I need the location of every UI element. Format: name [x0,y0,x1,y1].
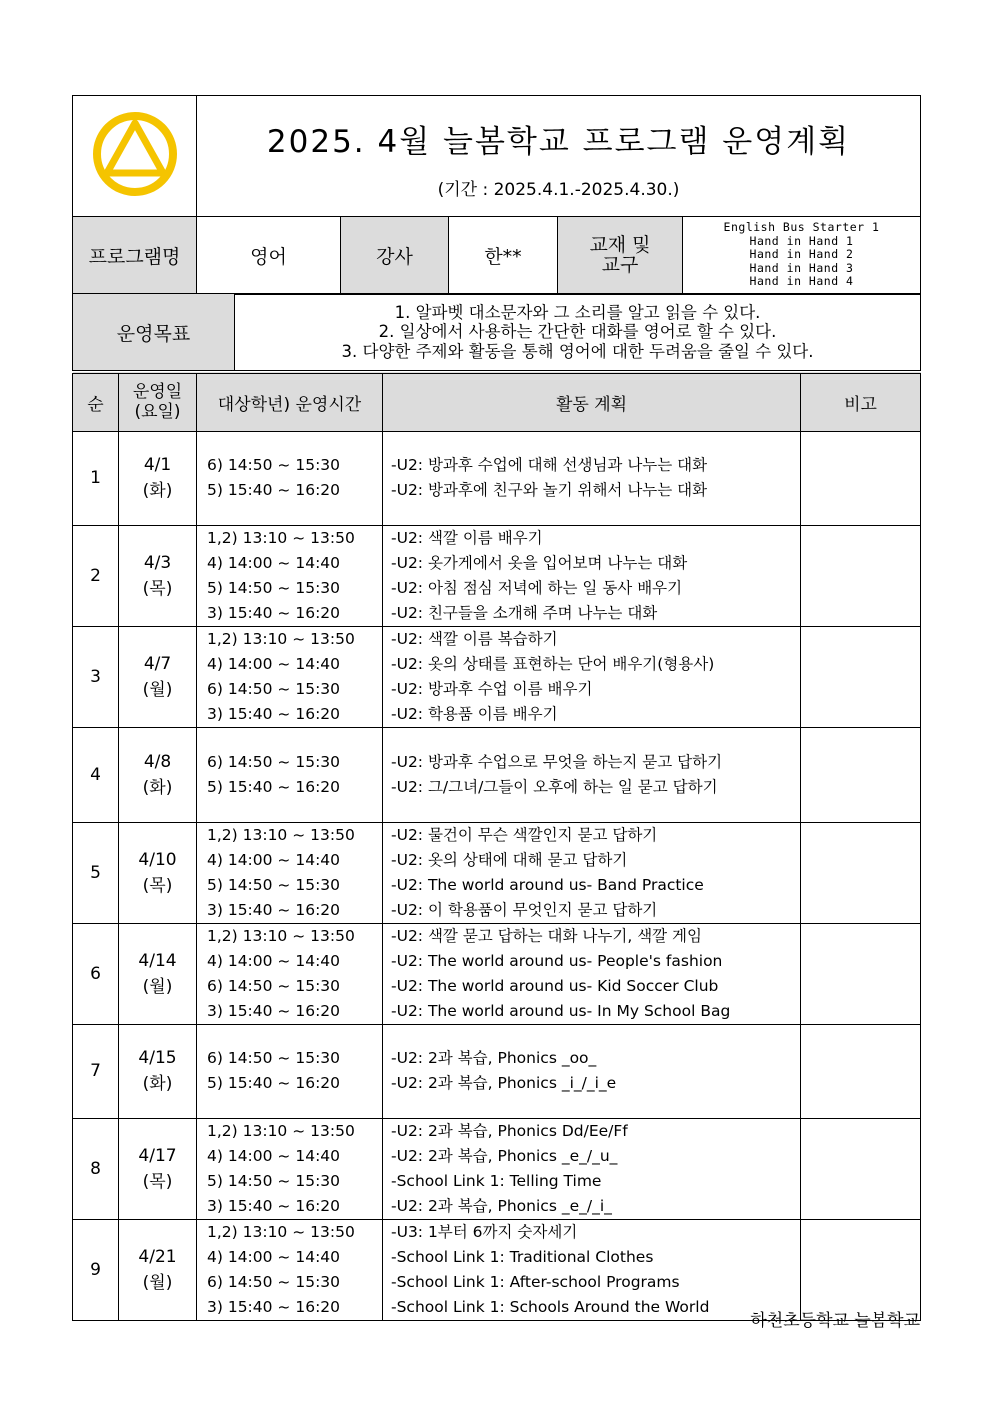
time-slot: 3) 15:40 ~ 16:20 [207,1001,341,1020]
activity-item: -U2: 방과후 수업 이름 배우기 [391,679,593,698]
row-number: 3 [73,626,119,727]
teacher-label: 강사 [341,216,449,294]
activity-item: -U2: 이 학용품이 무엇인지 묻고 답하기 [391,900,658,919]
activity-item: -U2: The world around us- In My School Bag [391,1001,731,1020]
time-slot: 3) 15:40 ~ 16:20 [207,603,341,622]
page-title: 2025. 4월 늘봄학교 프로그램 운영계획 [266,124,851,160]
material-item: Hand in Hand 1 [749,233,854,248]
time-slot: 1,2) 13:10 ~ 13:50 [207,528,355,547]
row-note [801,1118,921,1219]
time-slot: 4) 14:00 ~ 14:40 [207,951,341,970]
table-row [73,626,921,727]
header-table [72,95,921,217]
activity-item: -U2: 방과후 수업에 대해 선생님과 나누는 대화 [391,456,708,474]
activity-item: -U2: 학용품 이름 배우기 [391,704,558,723]
row-date-cell [119,727,197,822]
row-day: (화) [142,481,173,501]
time-slot: 3) 15:40 ~ 16:20 [207,900,341,919]
row-day: (목) [142,1171,173,1192]
table-row [73,1118,921,1219]
program-name-value: 영어 [197,216,341,294]
material-item: English Bus Starter 1 [723,220,880,235]
row-number: 9 [73,1219,119,1320]
row-times [197,626,383,727]
row-date-cell [119,1024,197,1118]
row-number: 7 [73,1024,119,1118]
table-row [73,822,921,923]
goals-label: 운영목표 [73,294,235,371]
row-activities [383,923,801,1024]
row-day: (목) [142,578,173,599]
schedule-table [72,370,921,1321]
row-date-cell [119,626,197,727]
time-slot: 5) 14:50 ~ 15:30 [207,875,341,894]
time-slot: 6) 14:50 ~ 15:30 [207,1272,341,1291]
time-slot: 5) 14:50 ~ 15:30 [207,1171,341,1190]
time-slot: 4) 14:00 ~ 14:40 [207,553,341,572]
time-slot: 4) 14:00 ~ 14:40 [207,1247,341,1266]
row-date-cell [119,822,197,923]
row-note [801,525,921,626]
time-slot: 1,2) 13:10 ~ 13:50 [207,1222,355,1241]
activity-item: -U2: 친구들을 소개해 주며 나누는 대화 [391,603,658,622]
activity-item: -U2: The world around us- Kid Soccer Club [391,976,719,995]
school-logo-icon [92,111,178,197]
activity-item: -U2: 옷가게에서 옷을 입어보며 나누는 대화 [391,553,688,572]
row-number: 2 [73,525,119,626]
row-date-cell [119,431,197,525]
activity-item: -U2: 색깔 이름 배우기 [391,528,543,547]
row-day: (월) [142,1272,173,1293]
table-row [73,1024,921,1118]
activity-item: -U2: 색깔 이름 복습하기 [391,629,558,648]
activity-item: -School Link 1: Telling Time [391,1171,602,1190]
activity-item: -U2: 옷의 상태를 표현하는 단어 배우기(형용사) [391,654,715,673]
col-header-note: 비고 [801,372,921,432]
row-number: 1 [73,431,119,525]
goal-item: 2. 일상에서 사용하는 간단한 대화를 영어로 할 수 있다. [378,322,777,342]
table-row [73,1219,921,1320]
row-times [197,525,383,626]
time-slot: 3) 15:40 ~ 16:20 [207,1196,341,1215]
time-slot: 3) 15:40 ~ 16:20 [207,704,341,723]
time-slot: 6) 14:50 ~ 15:30 [207,679,341,698]
activity-item: -U2: 방과후에 친구와 놀기 위해서 나누는 대화 [391,481,708,499]
time-slot: 4) 14:00 ~ 14:40 [207,1146,341,1165]
row-number: 8 [73,1118,119,1219]
table-row [73,923,921,1024]
row-times [197,822,383,923]
logo-cell [73,96,197,217]
row-note [801,1219,921,1320]
row-activities [383,1219,801,1320]
row-date: 4/8 [143,751,172,772]
row-note [801,923,921,1024]
time-slot: 1,2) 13:10 ~ 13:50 [207,926,355,945]
row-note [801,1024,921,1118]
time-slot: 1,2) 13:10 ~ 13:50 [207,1121,355,1140]
row-date: 4/21 [138,1246,177,1267]
row-date: 4/3 [143,552,172,573]
row-date: 4/7 [143,653,172,674]
activity-item: -U2: 방과후 수업으로 무엇을 하는지 묻고 답하기 [391,752,723,771]
activity-item: -School Link 1: Traditional Clothes [391,1247,654,1266]
period-text: (기간 : 2025.4.1.-2025.4.30.) [437,180,680,200]
activity-item: -U2: 아침 점심 저녁에 하는 일 동사 배우기 [391,578,683,597]
time-slot: 4) 14:00 ~ 14:40 [207,850,341,869]
goal-item: 3. 다양한 주제와 활동을 통해 영어에 대한 두려움을 줄일 수 있다. [341,341,814,361]
row-date-cell [119,1118,197,1219]
row-activities [383,525,801,626]
goals-content [235,294,921,371]
time-slot: 5) 15:40 ~ 16:20 [207,1074,341,1092]
row-activities [383,431,801,525]
row-number: 6 [73,923,119,1024]
time-slot: 6) 14:50 ~ 15:30 [207,752,341,771]
col-header-date: 운영일 (요일) [119,372,197,432]
row-number: 4 [73,727,119,822]
row-day: (목) [142,875,173,896]
material-item: Hand in Hand 3 [749,260,854,275]
row-note [801,626,921,727]
activity-item: -U3: 1부터 6까지 숫자세기 [391,1222,578,1241]
activity-item: -U2: The world around us- Band Practice [391,875,704,894]
row-note [801,431,921,525]
time-slot: 5) 14:50 ~ 15:30 [207,578,341,597]
materials-label: 교재 및 교구 [558,216,683,294]
time-slot: 3) 15:40 ~ 16:20 [207,1297,341,1316]
table-row [73,431,921,525]
col-header-num: 순 [73,372,119,432]
row-date-cell [119,1219,197,1320]
col-header-plan: 활동 계획 [383,372,801,432]
row-day: (월) [142,976,173,997]
document-frame [72,95,921,1321]
time-slot: 5) 15:40 ~ 16:20 [207,481,341,499]
material-item: Hand in Hand 2 [749,247,854,262]
goals-table [72,293,921,371]
row-times [197,1024,383,1118]
row-times [197,1118,383,1219]
row-times [197,1219,383,1320]
time-slot: 4) 14:00 ~ 14:40 [207,654,341,673]
row-date: 4/15 [138,1048,177,1068]
table-row [73,727,921,822]
row-date: 4/1 [143,455,172,475]
time-slot: 5) 15:40 ~ 16:20 [207,777,341,796]
time-slot: 6) 14:50 ~ 15:30 [207,1049,341,1067]
title-cell [197,96,921,217]
row-activities [383,626,801,727]
activity-item: -U2: 2과 복습, Phonics _oo_ [391,1049,597,1067]
row-date: 4/10 [138,849,177,870]
activity-item: -School Link 1: After-school Programs [391,1272,680,1291]
row-date-cell [119,525,197,626]
activity-item: -U2: 그/그녀/그들이 오후에 하는 일 묻고 답하기 [391,777,718,796]
row-times [197,923,383,1024]
row-day: (화) [142,777,173,798]
row-date-cell [119,923,197,1024]
activity-item: -U2: 2과 복습, Phonics _e_/_u_ [391,1146,618,1165]
row-activities [383,1118,801,1219]
materials-list [683,216,921,294]
schedule-body [73,431,921,1320]
program-info-table [72,216,921,295]
time-slot: 1,2) 13:10 ~ 13:50 [207,825,355,844]
activity-item: -U2: 물건이 무슨 색깔인지 묻고 답하기 [391,825,658,844]
time-slot: 6) 14:50 ~ 15:30 [207,976,341,995]
row-times [197,431,383,525]
activity-item: -School Link 1: Schools Around the World [391,1297,710,1316]
time-slot: 1,2) 13:10 ~ 13:50 [207,629,355,648]
row-note [801,727,921,822]
teacher-value: 한** [449,216,558,294]
activity-item: -U2: 2과 복습, Phonics _i_/_i_e [391,1074,617,1092]
goal-item: 1. 알파벳 대소문자와 그 소리를 알고 읽을 수 있다. [394,302,761,322]
row-note [801,822,921,923]
row-date: 4/17 [138,1145,177,1166]
activity-item: -U2: 옷의 상태에 대해 묻고 답하기 [391,850,628,869]
activity-item: -U2: 2과 복습, Phonics Dd/Ee/Ff [391,1121,628,1140]
row-activities [383,727,801,822]
row-times [197,727,383,822]
activity-item: -U2: 2과 복습, Phonics _e_/_i_ [391,1196,612,1215]
row-day: (월) [142,679,173,700]
table-row [73,525,921,626]
row-activities [383,1024,801,1118]
row-day: (화) [142,1074,173,1094]
time-slot: 6) 14:50 ~ 15:30 [207,456,341,474]
row-number: 5 [73,822,119,923]
activity-item: -U2: The world around us- People's fashion [391,951,723,970]
program-name-label: 프로그램명 [73,216,197,294]
row-date: 4/14 [138,950,177,971]
row-activities [383,822,801,923]
footer-school-name: 하천초등학교 늘봄학교 [750,1311,920,1331]
col-header-time: 대상학년) 운영시간 [197,372,383,432]
activity-item: -U2: 색깔 묻고 답하는 대화 나누기, 색깔 게임 [391,926,703,945]
material-item: Hand in Hand 4 [749,274,854,289]
